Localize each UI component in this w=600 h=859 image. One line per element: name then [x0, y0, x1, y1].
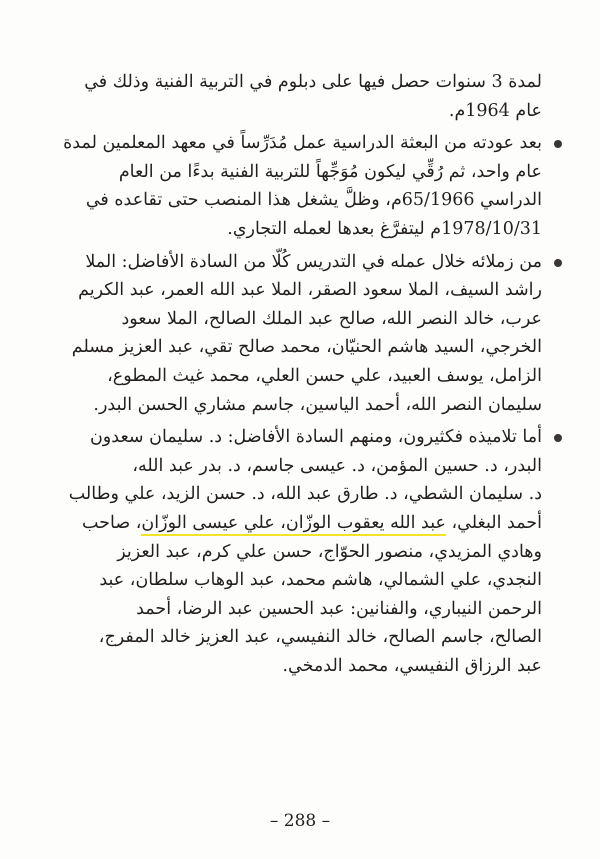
text-line: البدر، د. حسين المؤمن، د. عيسى جاسم، د. بدر عبد الله،	[132, 455, 542, 476]
text-line: أحمد البغلي، عبد الله يعقوب الوزّان، علي عيسى الوزّان، صاحب	[82, 512, 542, 533]
text-line: الصالح، جاسم الصالح، خالد النفيسي، عبد العزيز خالد المفرج،	[98, 627, 542, 648]
text-line: من زملائه خلال عمله في التدريس كُلًّا من السادة الأفاضل: الملا	[85, 251, 542, 272]
text-line: عام 1964م.	[448, 100, 542, 121]
text-line: سليمان النصر الله، أحمد الياسين، جاسم مشاري الحسن البدر.	[93, 394, 542, 415]
page-body	[42, 68, 542, 684]
paragraph	[42, 68, 542, 125]
text-line: بعد عودته من البعثة الدراسية عمل مُدَرِّساً في معهد المعلمين لمدة	[63, 133, 542, 154]
text-line: عرب، خالد النصر الله، صالح عبد الملك الصالح، الملا سعود	[121, 308, 542, 329]
page-number: – 288 –	[269, 811, 331, 831]
text-line: د. سليمان الشطي، د. طارق عبد الله، د. حسن الزيد، علي وطالب	[68, 484, 542, 505]
bullet-icon	[554, 140, 562, 148]
text-line: وهادي المزيدي، منصور الحوّاج، حسن علي كرم، عبد العزيز	[117, 541, 542, 562]
text-line: لمدة 3 سنوات حصل فيها على دبلوم في التربية الفنية وذلك في	[84, 72, 542, 92]
text-line: 1978/10/31م ليتفرَّغ بعدها لعمله التجاري.	[227, 218, 542, 239]
text-line: الدراسي 65/1966م، وظلَّ يشغل هذا المنصب حتى تقاعده في	[85, 190, 542, 211]
bullet-icon	[554, 259, 562, 267]
text-line: النجدي، علي الشمالي، هاشم محمد، عبد الوهاب سلطان، عبد	[99, 570, 542, 591]
text-line: الرحمن النيباري، والفنانين: عبد الحسين عبد الرضا، أحمد	[136, 598, 542, 619]
highlighted-names: عبد الله يعقوب الوزّان، علي عيسى الوزّان	[141, 512, 446, 533]
text-line: راشد السيف، الملا سعود الصقر، الملا عبد الله العمر، عبد الكريم	[78, 280, 542, 301]
text-line: الخرجي، السيد هاشم الحنيّان، محمد صالح تقي، عبد العزيز مسلم	[71, 337, 542, 358]
paragraph	[42, 423, 542, 680]
paragraph	[42, 129, 542, 243]
text-line: أما تلاميذه فكثيرون، ومنهم السادة الأفاضل: د. سليمان سعدون	[89, 427, 542, 448]
bullet-icon	[554, 434, 562, 442]
text-line: عبد الرزاق النفيسي، محمد الدمخي.	[282, 655, 542, 676]
paragraph	[42, 248, 542, 420]
text-line: الزامل، يوسف العبيد، علي حسن العلي، محمد غيث المطوع،	[107, 365, 542, 386]
text-line: عام واحد، ثم رُقِّي ليكون مُوَجِّهاً للتربية الفنية بدءًا من العام	[118, 161, 542, 182]
